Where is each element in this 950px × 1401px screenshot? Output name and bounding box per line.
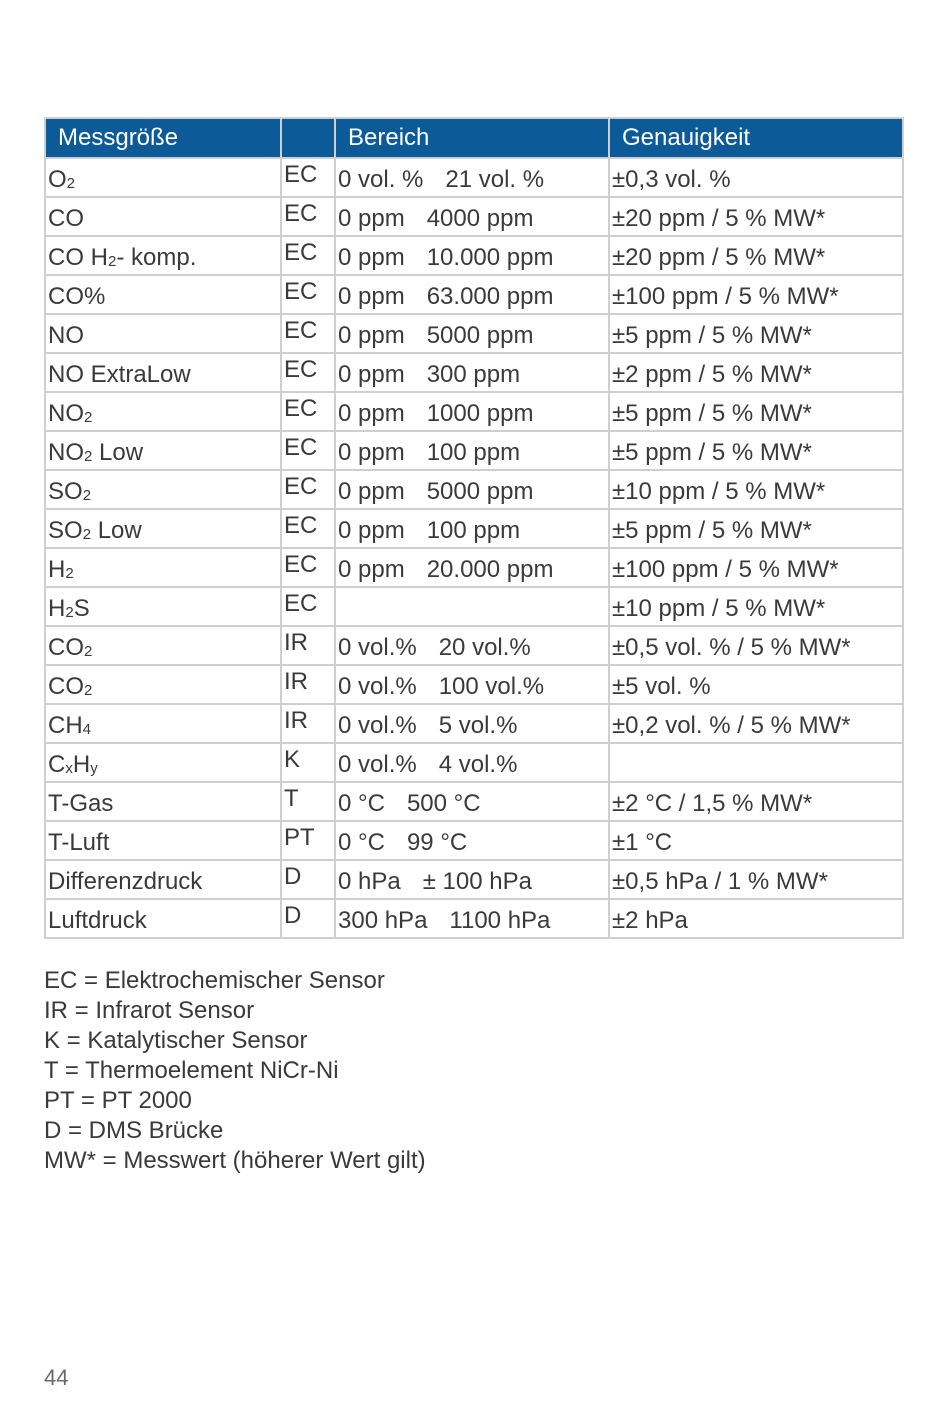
table-row [45, 782, 903, 821]
cell-range [335, 548, 609, 587]
cell-accuracy [609, 899, 903, 938]
cell-sensor-type [281, 548, 335, 587]
measurand-name: CH [48, 712, 83, 739]
accuracy-value: ±5 ppm / 5 % MW* [612, 400, 812, 427]
sensor-code: EC [284, 356, 318, 383]
sensor-code: EC [284, 239, 318, 266]
cell-accuracy [609, 548, 903, 587]
table-row [45, 314, 903, 353]
sensor-code: IR [284, 707, 308, 734]
range-from: 0 hPa [338, 868, 401, 895]
cell-sensor-type [281, 353, 335, 392]
accuracy-value: ±2 °C / 1,5 % MW* [612, 790, 813, 817]
measurand-name: SO [48, 478, 83, 505]
table-row [45, 704, 903, 743]
accuracy-value: ±5 ppm / 5 % MW* [612, 322, 812, 349]
range-from: 0 ppm [338, 244, 405, 271]
measurand-subscript: y [90, 760, 98, 777]
measurand-suffix: S [73, 595, 90, 622]
header-sensor-type [281, 118, 335, 158]
table-row [45, 821, 903, 860]
cell-measurand [45, 158, 281, 197]
cell-sensor-type [281, 509, 335, 548]
cell-accuracy [609, 704, 903, 743]
measurand-name: CO [48, 673, 84, 700]
cell-sensor-type [281, 314, 335, 353]
accuracy-value: ±100 ppm / 5 % MW* [612, 556, 839, 583]
measurand-name: C [48, 751, 66, 778]
table-row [45, 860, 903, 899]
legend-item: MW* = Messwert (höherer Wert gilt) [44, 1147, 426, 1174]
cell-range [335, 587, 609, 626]
cell-sensor-type [281, 236, 335, 275]
range-from: 0 ppm [338, 283, 405, 310]
cell-range [335, 821, 609, 860]
range-from: 0 vol.% [338, 712, 417, 739]
measurement-spec-table [44, 117, 904, 939]
cell-accuracy [609, 197, 903, 236]
range-to: 500 °C [406, 790, 481, 817]
cell-sensor-type [281, 197, 335, 236]
cell-measurand [45, 860, 281, 899]
cell-sensor-type [281, 470, 335, 509]
table-header-row [45, 118, 903, 158]
cell-range [335, 158, 609, 197]
table-row [45, 236, 903, 275]
cell-accuracy [609, 353, 903, 392]
measurand-subscript: 2 [65, 604, 74, 621]
sensor-code: EC [284, 200, 318, 227]
table-row [45, 392, 903, 431]
accuracy-value: ±0,5 vol. % / 5 % MW* [612, 634, 851, 661]
range-from: 0 ppm [338, 478, 405, 505]
range-to: 100 ppm [426, 439, 521, 466]
table-row [45, 899, 903, 938]
legend-item: EC = Elektrochemischer Sensor [44, 967, 385, 994]
cell-measurand [45, 782, 281, 821]
sensor-code: EC [284, 473, 318, 500]
range-from: 0 °C [338, 829, 385, 856]
cell-sensor-type [281, 899, 335, 938]
sensor-code: PT [284, 824, 315, 851]
cell-sensor-type [281, 821, 335, 860]
table-row [45, 665, 903, 704]
measurand-subscript: 2 [82, 526, 92, 543]
measurand-subscript: 2 [84, 409, 93, 426]
cell-accuracy [609, 509, 903, 548]
measurand-subscript: 2 [66, 175, 76, 192]
table-row [45, 158, 903, 197]
cell-measurand [45, 587, 281, 626]
range-to: 5 vol.% [438, 712, 518, 739]
range-to: 300 ppm [426, 361, 521, 388]
measurand-subscript: 2 [65, 565, 74, 582]
measurand-suffix: Low [91, 517, 142, 544]
accuracy-value: ±2 ppm / 5 % MW* [612, 361, 812, 388]
measurand-name: Differenzdruck [48, 868, 203, 895]
measurand-name: CO H [48, 244, 108, 271]
cell-measurand [45, 197, 281, 236]
measurand-name: H [48, 595, 66, 622]
sensor-code: K [284, 746, 301, 773]
range-to: 1000 ppm [426, 400, 534, 427]
range-from: 0 ppm [338, 400, 405, 427]
cell-measurand [45, 899, 281, 938]
measurand-subscript: x [65, 760, 73, 777]
cell-accuracy [609, 314, 903, 353]
accuracy-value: ±5 ppm / 5 % MW* [612, 439, 812, 466]
range-from: 0 ppm [338, 361, 405, 388]
cell-range [335, 236, 609, 275]
cell-measurand [45, 821, 281, 860]
cell-accuracy [609, 782, 903, 821]
cell-range [335, 626, 609, 665]
range-from: 300 hPa [338, 907, 428, 934]
legend-item: IR = Infrarot Sensor [44, 997, 255, 1024]
cell-sensor-type [281, 626, 335, 665]
cell-measurand [45, 626, 281, 665]
measurand-name: NO [48, 322, 84, 349]
sensor-code: EC [284, 551, 318, 578]
table-row [45, 275, 903, 314]
cell-measurand [45, 392, 281, 431]
cell-accuracy [609, 665, 903, 704]
cell-accuracy [609, 275, 903, 314]
page-number: 44 [44, 1365, 69, 1390]
measurand-name: CO [48, 205, 84, 232]
legend-item: K = Katalytischer Sensor [44, 1027, 308, 1054]
accuracy-value: ±20 ppm / 5 % MW* [612, 205, 826, 232]
table-row [45, 353, 903, 392]
sensor-code: D [284, 902, 302, 929]
table-row [45, 743, 903, 782]
range-to: 21 vol. % [445, 166, 545, 193]
sensor-legend [44, 966, 426, 1176]
cell-sensor-type [281, 587, 335, 626]
measurand-subscript: 2 [84, 682, 93, 699]
range-to: 100 ppm [426, 517, 521, 544]
table-row [45, 431, 903, 470]
measurand-name: Luftdruck [48, 907, 147, 934]
measurand-subscript: 4 [82, 721, 92, 738]
range-to: 10.000 ppm [426, 244, 554, 271]
cell-measurand [45, 665, 281, 704]
header-accuracy: Genauigkeit [609, 118, 903, 158]
range-from: 0 vol. % [338, 166, 424, 193]
cell-sensor-type [281, 665, 335, 704]
measurand-subscript: 2 [84, 643, 93, 660]
accuracy-value: ±100 ppm / 5 % MW* [612, 283, 839, 310]
cell-sensor-type [281, 431, 335, 470]
accuracy-value: ±5 vol. % [612, 673, 711, 700]
cell-accuracy [609, 821, 903, 860]
cell-range [335, 392, 609, 431]
sensor-code: EC [284, 590, 318, 617]
sensor-code: EC [284, 317, 318, 344]
cell-range [335, 431, 609, 470]
legend-item: T = Thermoelement NiCr-Ni [44, 1057, 339, 1084]
measurand-suffix: - komp. [116, 244, 197, 271]
range-to: ± 100 hPa [422, 868, 532, 895]
sensor-code: T [284, 785, 299, 812]
cell-measurand [45, 314, 281, 353]
sensor-code: IR [284, 668, 308, 695]
cell-sensor-type [281, 782, 335, 821]
sensor-code: EC [284, 278, 318, 305]
range-to: 1100 hPa [449, 907, 551, 934]
cell-accuracy [609, 392, 903, 431]
cell-range [335, 509, 609, 548]
table-row [45, 587, 903, 626]
cell-range [335, 197, 609, 236]
cell-measurand [45, 509, 281, 548]
cell-range [335, 275, 609, 314]
accuracy-value: ±20 ppm / 5 % MW* [612, 244, 826, 271]
measurand-subscript: 2 [84, 448, 93, 465]
sensor-code: D [284, 863, 302, 890]
table-row [45, 548, 903, 587]
measurand-subscript: 2 [108, 253, 117, 270]
cell-range [335, 860, 609, 899]
legend-item: PT = PT 2000 [44, 1087, 192, 1114]
header-range: Bereich [335, 118, 609, 158]
range-from: 0 vol.% [338, 634, 417, 661]
accuracy-value: ±0,5 hPa / 1 % MW* [612, 868, 828, 895]
cell-range [335, 899, 609, 938]
accuracy-value: ±0,3 vol. % [612, 166, 731, 193]
sensor-code: EC [284, 161, 318, 188]
range-to: 4000 ppm [426, 205, 534, 232]
range-from: 0 ppm [338, 556, 405, 583]
table-row [45, 470, 903, 509]
range-to: 100 vol.% [438, 673, 545, 700]
cell-range [335, 665, 609, 704]
accuracy-value: ±10 ppm / 5 % MW* [612, 478, 826, 505]
accuracy-value: ±1 °C [612, 829, 673, 856]
range-from: 0 ppm [338, 205, 405, 232]
cell-measurand [45, 704, 281, 743]
cell-sensor-type [281, 275, 335, 314]
range-from: 0 vol.% [338, 751, 417, 778]
cell-range [335, 353, 609, 392]
sensor-code: EC [284, 512, 318, 539]
accuracy-value: ±10 ppm / 5 % MW* [612, 595, 826, 622]
cell-accuracy [609, 626, 903, 665]
range-to: 20 vol.% [438, 634, 531, 661]
measurand-name: O [48, 166, 67, 193]
cell-sensor-type [281, 158, 335, 197]
cell-accuracy [609, 431, 903, 470]
cell-accuracy [609, 587, 903, 626]
range-from: 0 °C [338, 790, 385, 817]
measurand-name: H [48, 556, 66, 583]
cell-sensor-type [281, 743, 335, 782]
measurand-name: CO [48, 634, 84, 661]
range-to: 4 vol.% [438, 751, 518, 778]
measurand-name: NO ExtraLow [48, 361, 191, 388]
measurand-name: T-Gas [48, 790, 114, 817]
cell-sensor-type [281, 860, 335, 899]
measurand-subscript: 2 [82, 487, 92, 504]
cell-measurand [45, 275, 281, 314]
cell-measurand [45, 353, 281, 392]
legend-item: D = DMS Brücke [44, 1117, 224, 1144]
cell-accuracy [609, 236, 903, 275]
measurand-name: T-Luft [48, 829, 110, 856]
range-to: 99 °C [406, 829, 468, 856]
cell-measurand [45, 236, 281, 275]
cell-measurand [45, 548, 281, 587]
cell-sensor-type [281, 704, 335, 743]
range-to: 5000 ppm [426, 322, 534, 349]
table-row [45, 197, 903, 236]
range-from: 0 vol.% [338, 673, 417, 700]
header-measurand: Messgröße [45, 118, 281, 158]
cell-range [335, 782, 609, 821]
measurand-suffix: Low [92, 439, 144, 466]
cell-accuracy [609, 860, 903, 899]
range-from: 0 ppm [338, 439, 405, 466]
accuracy-value: ±5 ppm / 5 % MW* [612, 517, 812, 544]
cell-measurand [45, 470, 281, 509]
measurand-name: NO [48, 400, 84, 427]
cell-range [335, 470, 609, 509]
range-to: 20.000 ppm [426, 556, 554, 583]
measurand-suffix: H [72, 751, 91, 778]
cell-range [335, 704, 609, 743]
measurand-name: NO [48, 439, 84, 466]
range-from: 0 ppm [338, 517, 405, 544]
range-from: 0 ppm [338, 322, 405, 349]
accuracy-value: ±0,2 vol. % / 5 % MW* [612, 712, 851, 739]
sensor-code: IR [284, 629, 308, 656]
cell-accuracy [609, 743, 903, 782]
table-row [45, 509, 903, 548]
cell-measurand [45, 431, 281, 470]
table-body [45, 158, 903, 938]
range-to: 5000 ppm [426, 478, 534, 505]
range-to: 63.000 ppm [426, 283, 554, 310]
cell-accuracy [609, 158, 903, 197]
cell-measurand [45, 743, 281, 782]
cell-sensor-type [281, 392, 335, 431]
cell-accuracy [609, 470, 903, 509]
measurand-name: SO [48, 517, 83, 544]
sensor-code: EC [284, 434, 318, 461]
table-row [45, 626, 903, 665]
measurand-name: CO% [48, 283, 106, 310]
sensor-code: EC [284, 395, 318, 422]
accuracy-value: ±2 hPa [612, 907, 688, 934]
cell-range [335, 314, 609, 353]
cell-range [335, 743, 609, 782]
